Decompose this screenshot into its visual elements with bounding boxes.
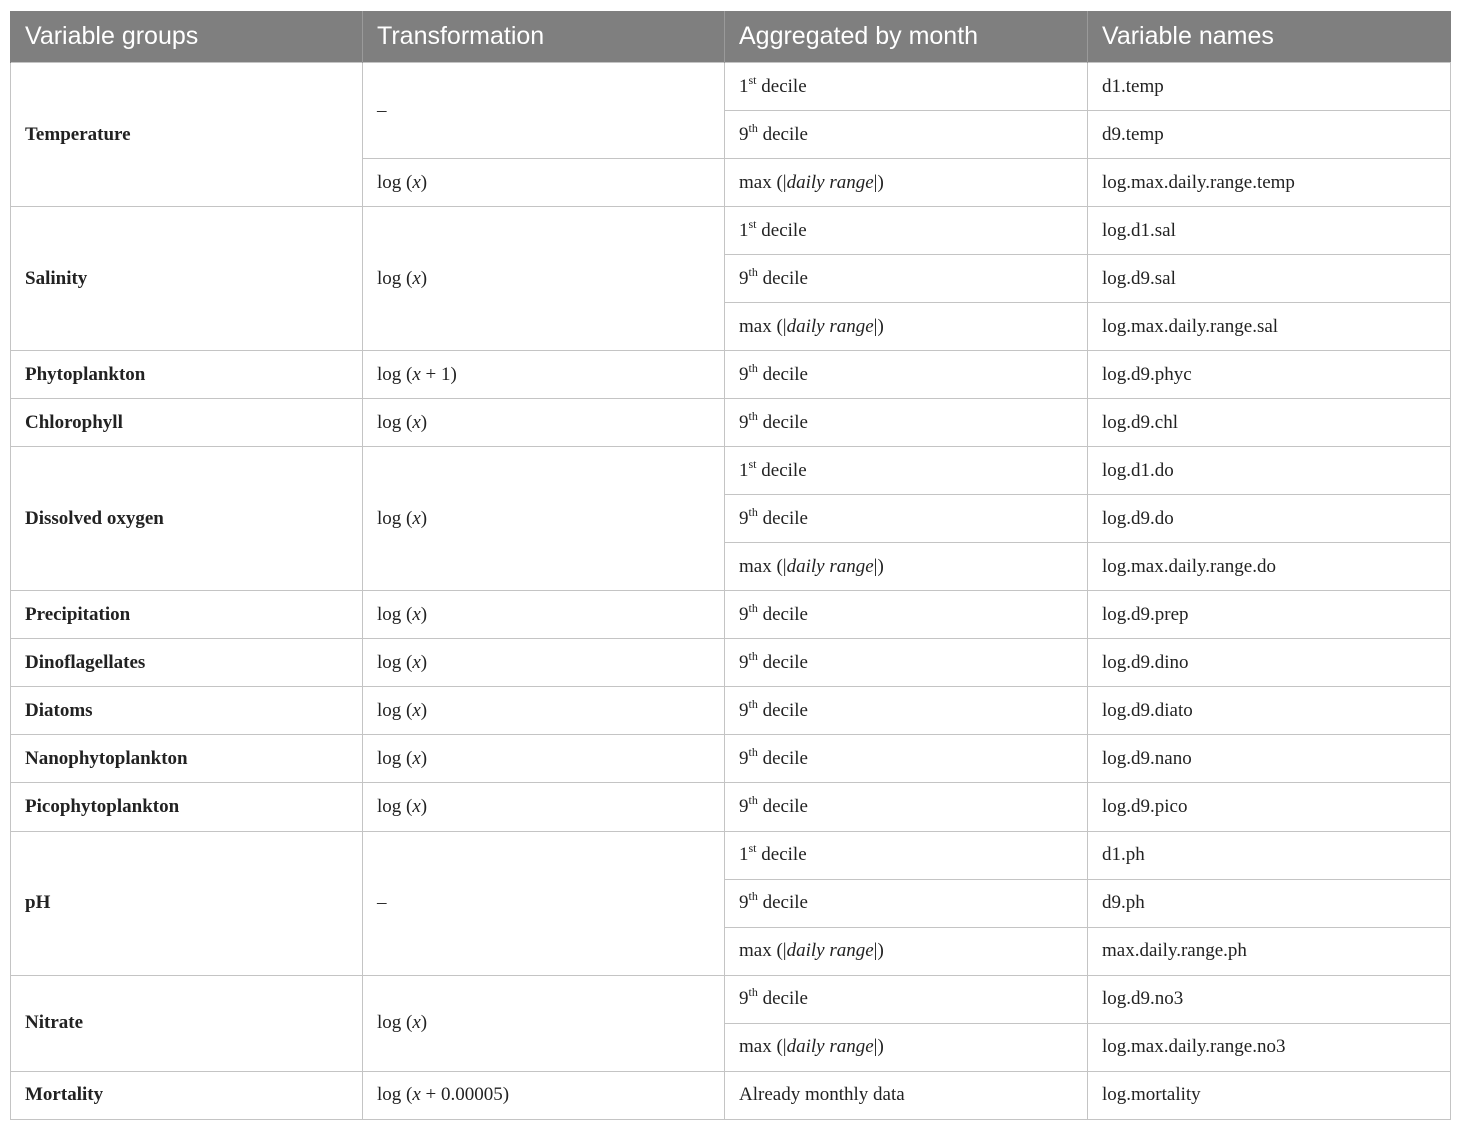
variable-name-cell: log.d9.dino: [1088, 639, 1451, 687]
aggregation-cell: 9th decile: [725, 255, 1088, 303]
group-picophytoplankton: Picophytoplankton: [11, 783, 363, 831]
aggregation-cell: 1st decile: [725, 447, 1088, 495]
transformation-cell: log (x): [363, 591, 725, 639]
variable-name-cell: log.d9.sal: [1088, 255, 1451, 303]
table-row: [11, 351, 1451, 399]
table-row: [11, 975, 1451, 1023]
variable-name-cell: log.max.daily.range.temp: [1088, 159, 1451, 207]
variable-name-cell: d9.temp: [1088, 111, 1451, 159]
variable-name-cell: log.d9.diato: [1088, 687, 1451, 735]
aggregation-cell: 1st decile: [725, 63, 1088, 111]
aggregation-cell: 9th decile: [725, 351, 1088, 399]
group-ph: pH: [11, 831, 363, 975]
group-temperature: Temperature: [11, 63, 363, 207]
variable-name-cell: log.d9.pico: [1088, 783, 1451, 831]
aggregation-cell: 9th decile: [725, 975, 1088, 1023]
transformation-cell: log (x + 1): [363, 351, 725, 399]
variable-name-cell: d1.temp: [1088, 63, 1451, 111]
variable-name-cell: log.max.daily.range.sal: [1088, 303, 1451, 351]
table-row: [11, 399, 1451, 447]
transformation-cell: log (x): [363, 207, 725, 351]
group-mortality: Mortality: [11, 1071, 363, 1119]
aggregation-cell: max (|daily range|): [725, 927, 1088, 975]
header-row: [11, 11, 1451, 63]
variable-name-cell: log.d9.nano: [1088, 735, 1451, 783]
table-row: [11, 207, 1451, 255]
aggregation-cell: max (|daily range|): [725, 1023, 1088, 1071]
header-transformation: Transformation: [363, 11, 725, 63]
aggregation-cell: 9th decile: [725, 735, 1088, 783]
variables-table: [10, 11, 1451, 1120]
group-salinity: Salinity: [11, 207, 363, 351]
aggregation-cell: max (|daily range|): [725, 159, 1088, 207]
group-phytoplankton: Phytoplankton: [11, 351, 363, 399]
variable-name-cell: log.d9.chl: [1088, 399, 1451, 447]
table-row: [11, 831, 1451, 879]
header-variable-groups: Variable groups: [11, 11, 363, 63]
header-aggregated-by-month: Aggregated by month: [725, 11, 1088, 63]
transformation-cell: log (x): [363, 399, 725, 447]
group-diatoms: Diatoms: [11, 687, 363, 735]
transformation-cell: log (x): [363, 687, 725, 735]
variable-name-cell: log.d9.do: [1088, 495, 1451, 543]
variable-name-cell: log.d1.do: [1088, 447, 1451, 495]
aggregation-cell: 9th decile: [725, 639, 1088, 687]
transformation-cell: log (x): [363, 447, 725, 591]
variable-name-cell: log.mortality: [1088, 1071, 1451, 1119]
transformation-cell: log (x): [363, 783, 725, 831]
variable-name-cell: log.max.daily.range.do: [1088, 543, 1451, 591]
aggregation-cell: max (|daily range|): [725, 303, 1088, 351]
table-row: [11, 783, 1451, 831]
group-nanophytoplankton: Nanophytoplankton: [11, 735, 363, 783]
group-dissolved-oxygen: Dissolved oxygen: [11, 447, 363, 591]
aggregation-cell: 1st decile: [725, 831, 1088, 879]
aggregation-cell: 9th decile: [725, 111, 1088, 159]
transformation-cell: –: [363, 831, 725, 975]
transformation-cell: log (x + 0.00005): [363, 1071, 725, 1119]
table-row: [11, 639, 1451, 687]
aggregation-cell: 9th decile: [725, 879, 1088, 927]
header-variable-names: Variable names: [1088, 11, 1451, 63]
transformation-cell: log (x): [363, 639, 725, 687]
transformation-cell: log (x): [363, 159, 725, 207]
table-row: [11, 687, 1451, 735]
group-precipitation: Precipitation: [11, 591, 363, 639]
variable-name-cell: d1.ph: [1088, 831, 1451, 879]
aggregation-cell: 1st decile: [725, 207, 1088, 255]
aggregation-cell: Already monthly data: [725, 1071, 1088, 1119]
table-row: [11, 735, 1451, 783]
variable-name-cell: log.d9.phyc: [1088, 351, 1451, 399]
aggregation-cell: max (|daily range|): [725, 543, 1088, 591]
table-row: [11, 1071, 1451, 1119]
variable-name-cell: d9.ph: [1088, 879, 1451, 927]
group-dinoflagellates: Dinoflagellates: [11, 639, 363, 687]
table-row: [11, 63, 1451, 111]
aggregation-cell: 9th decile: [725, 495, 1088, 543]
variable-name-cell: log.d9.no3: [1088, 975, 1451, 1023]
aggregation-cell: 9th decile: [725, 687, 1088, 735]
variable-name-cell: log.d1.sal: [1088, 207, 1451, 255]
table-row: [11, 447, 1451, 495]
aggregation-cell: 9th decile: [725, 399, 1088, 447]
group-nitrate: Nitrate: [11, 975, 363, 1071]
aggregation-cell: 9th decile: [725, 783, 1088, 831]
table-row: [11, 591, 1451, 639]
transformation-cell: –: [363, 63, 725, 159]
variable-name-cell: max.daily.range.ph: [1088, 927, 1451, 975]
variable-name-cell: log.d9.prep: [1088, 591, 1451, 639]
variable-name-cell: log.max.daily.range.no3: [1088, 1023, 1451, 1071]
aggregation-cell: 9th decile: [725, 591, 1088, 639]
transformation-cell: log (x): [363, 975, 725, 1071]
group-chlorophyll: Chlorophyll: [11, 399, 363, 447]
transformation-cell: log (x): [363, 735, 725, 783]
